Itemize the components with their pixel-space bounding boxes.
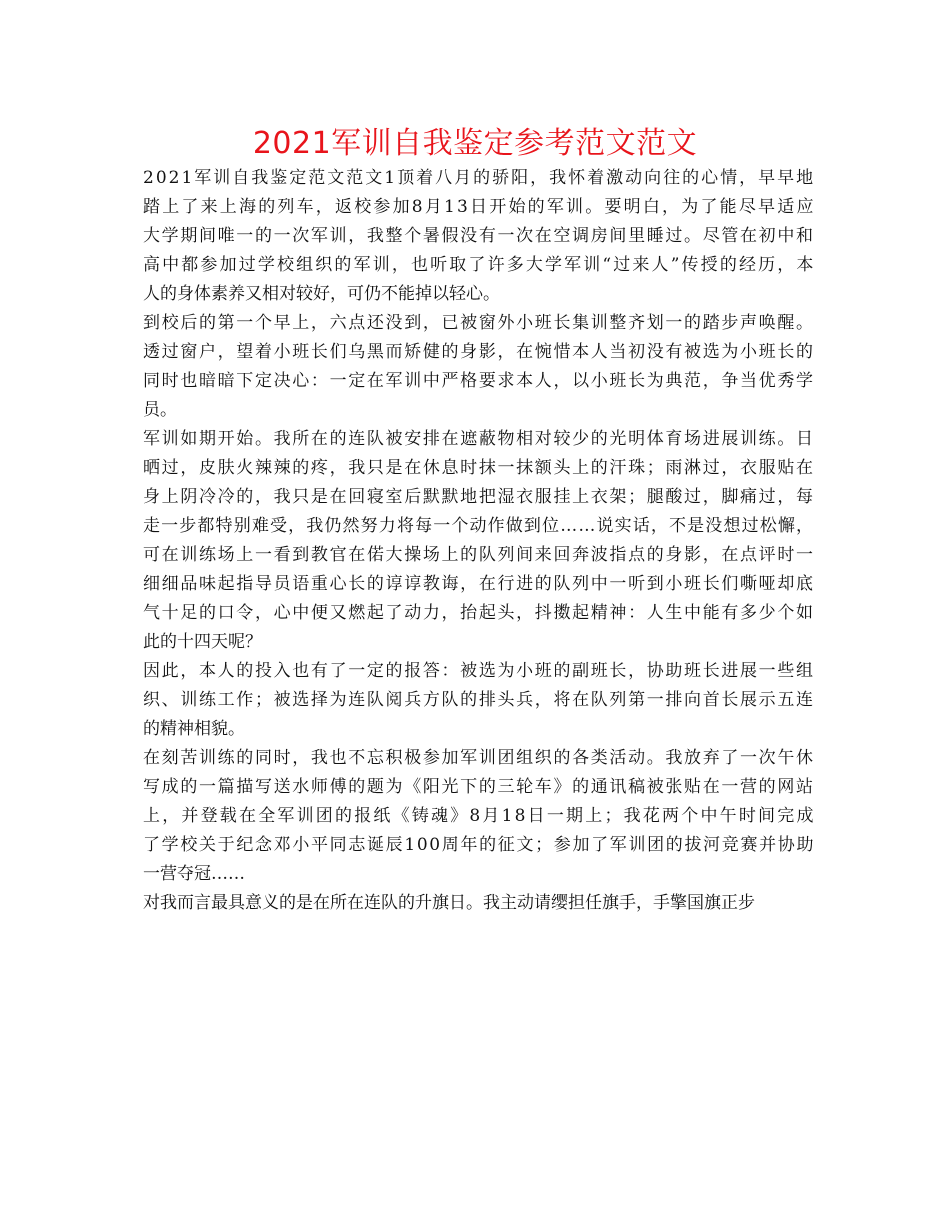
text-line: 一营夺冠…… — [143, 864, 245, 884]
text-line: 因此，本人的投入也有了一定的报答：被选为小班的副班长，协助班长进展一些组 — [143, 661, 815, 681]
paragraph — [143, 889, 813, 918]
text-line: 身上阴冷冷的，我只是在回寝室后默默地把湿衣服挂上衣架；腿酸过，脚痛过，每 — [143, 487, 815, 507]
document-title: 2021军训自我鉴定参考范文范文 — [252, 126, 698, 161]
text-line: 大学期间唯一的一次军训，我整个暑假没有一次在空调房间里睡过。尽管在初中和 — [143, 226, 815, 246]
text-line: 踏上了来上海的列车，返校参加8月13日开始的军训。要明白，为了能尽早适应 — [143, 197, 816, 217]
paragraph — [143, 309, 813, 425]
text-line: 高中都参加过学校组织的军训，也听取了许多大学军训“过来人”传授的经历，本 — [143, 255, 816, 275]
document-body — [143, 164, 816, 918]
paragraph — [143, 425, 813, 657]
text-line: 在刻苦训练的同时，我也不忘积极参加军训团组织的各类活动。我放弃了一次午休 — [143, 748, 815, 768]
paragraph — [143, 164, 816, 309]
text-line: 到校后的第一个早上，六点还没到，已被窗外小班长集训整齐划一的踏步声唤醒。 — [143, 313, 815, 333]
text-line: 同时也暗暗下定决心：一定在军训中严格要求本人，以小班长为典范，争当优秀学 — [143, 371, 815, 391]
text-line: 了学校关于纪念邓小平同志诞辰100周年的征文；参加了军训团的拔河竞赛并协助 — [143, 835, 816, 855]
text-line: 晒过，皮肤火辣辣的疼，我只是在休息时抹一抹额头上的汗珠；雨淋过，衣服贴在 — [143, 458, 815, 478]
text-line: 军训如期开始。我所在的连队被安排在遮蔽物相对较少的光明体育场进展训练。日 — [143, 429, 815, 449]
text-line: 上，并登载在全军训团的报纸《铸魂》8月18日一期上；我花两个中午时间完成 — [143, 806, 816, 826]
text-line: 细细品味起指导员语重心长的谆谆教诲，在行进的队列中一听到小班长们嘶哑却底 — [143, 574, 815, 594]
text-line: 人的身体素养又相对较好，可仍不能掉以轻心。 — [143, 284, 500, 304]
text-line: 员。 — [143, 400, 177, 420]
text-line: 气十足的口令，心中便又燃起了动力，抬起头，抖擞起精神：人生中能有多少个如 — [143, 603, 815, 623]
text-line: 对我而言最具意义的是在所在连队的升旗日。我主动请缨担任旗手，手擎国旗正步 — [143, 893, 755, 913]
text-line: 的精神相貌。 — [143, 719, 245, 739]
text-line: 走一步都特别难受，我仍然努力将每一个动作做到位……说实话，不是没想过松懈， — [143, 516, 815, 536]
text-line: 织、训练工作；被选择为连队阅兵方队的排头兵，将在队列第一排向首长展示五连 — [143, 690, 815, 710]
text-line: 可在训练场上一看到教官在偌大操场上的队列间来回奔波指点的身影，在点评时一 — [143, 545, 815, 565]
paragraph — [143, 744, 816, 889]
text-line: 此的十四天呢？ — [143, 632, 262, 652]
text-line: 写成的一篇描写送水师傅的题为《阳光下的三轮车》的通讯稿被张贴在一营的网站 — [143, 777, 815, 797]
text-line: 2021军训自我鉴定范文范文1顶着八月的骄阳，我怀着激动向往的心情，早早地 — [143, 168, 816, 188]
text-line: 透过窗户，望着小班长们乌黑而矫健的身影，在惋惜本人当初没有被选为小班长的 — [143, 342, 815, 362]
paragraph — [143, 657, 813, 744]
